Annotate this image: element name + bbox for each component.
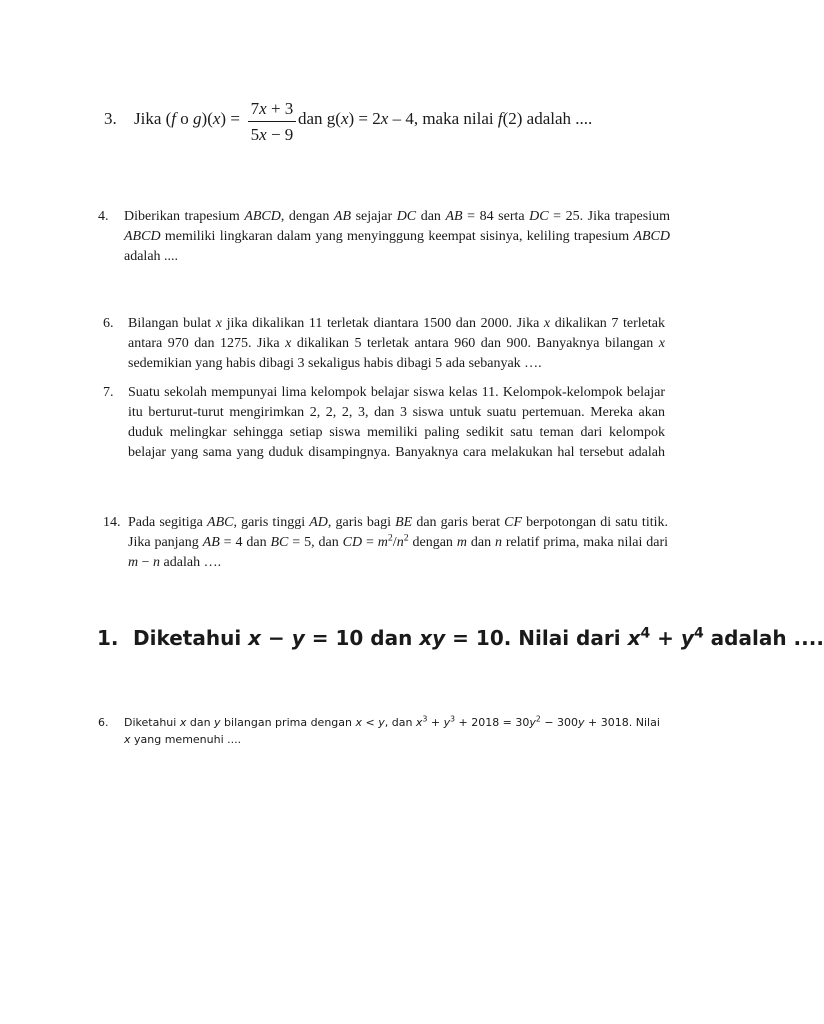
fraction-denominator: 5x − 9 xyxy=(250,125,294,144)
text-line: Pada segitiga ABC, garis tinggi AD, garis bagi BE dan garis berat CF berpotongan di satu titik. xyxy=(128,515,668,530)
text-line: antara 970 dan 1275. Jika x dikalikan 5 terletak antara 960 dan 900. Banyaknya bilangan x xyxy=(128,336,665,351)
text-line: m − n adalah …. xyxy=(128,555,222,570)
text-line: Jika panjang AB = 4 dan BC = 5, dan CD = $m^2/n^2$ dengan m dan n relatif prima, maka nilai dari xyxy=(128,532,669,550)
text-line: x yang memenuhi .... xyxy=(124,733,242,746)
text-line: belajar yang sama yang duduk disampingnya. Banyaknya cara melakukan hal tersebut adalah xyxy=(128,445,665,460)
fraction xyxy=(248,99,296,145)
text-line: Suatu sekolah mempunyai lima kelompok belajar siswa kelas 11. Kelompok-kelompok belajar xyxy=(128,385,665,400)
question-number: 6. xyxy=(103,316,114,331)
question-number: 4. xyxy=(98,209,109,224)
text-line: ABCD memiliki lingkaran dalam yang menyinggung keempat sisinya, keliling trapesium ABCD xyxy=(124,229,670,244)
question-text xyxy=(128,383,665,463)
text-line: sedemikian yang habis dibagi 3 sekaligus habis dibagi 5 ada sebanyak …. xyxy=(128,356,542,371)
fraction-numerator: 7x + 3 xyxy=(250,99,294,118)
question-text xyxy=(128,513,668,573)
text-line: Diketahui x dan y bilangan prima dengan x < y, dan $x^3 + y^3 + 2018 = 30y^2 - 300y + 3018$. Nilai xyxy=(124,714,660,729)
question-text xyxy=(124,207,670,267)
question-text: Diketahui x − y = 10 dan xy = 10. Nilai dari $x^4 + y^4$ adalah .... xyxy=(133,625,824,650)
question-number: 3. xyxy=(104,109,117,128)
question-number: 14. xyxy=(103,515,121,530)
question-text xyxy=(128,314,665,374)
question-text-tail: dan g(x) = 2x – 4, maka nilai f(2) adalah .... xyxy=(298,109,593,128)
text-line: itu berturut-turut mengirimkan 2, 2, 2, 3, dan 3 siswa untuk suatu pertemuan. Mereka akan xyxy=(128,405,665,420)
text-line: Bilangan bulat x jika dikalikan 11 terletak diantara 1500 dan 2000. Jika x dikalikan 7 terletak xyxy=(128,316,665,331)
text-line: Diberikan trapesium ABCD, dengan AB sejajar DC dan AB = 84 serta DC = 25. Jika trapesium xyxy=(124,209,671,224)
question-text xyxy=(124,714,678,748)
text-line: duduk melingkar sehingga setiap siswa memiliki paling sedikit satu teman dari kelompok xyxy=(128,425,665,440)
question-text-lead: Jika (f o g)(x) = xyxy=(134,109,240,128)
fraction-bar xyxy=(248,121,296,122)
question-number: 1. xyxy=(97,626,119,650)
text-line: adalah .... xyxy=(124,249,179,264)
question-number: 6. xyxy=(98,716,109,729)
question-number: 7. xyxy=(103,385,114,400)
